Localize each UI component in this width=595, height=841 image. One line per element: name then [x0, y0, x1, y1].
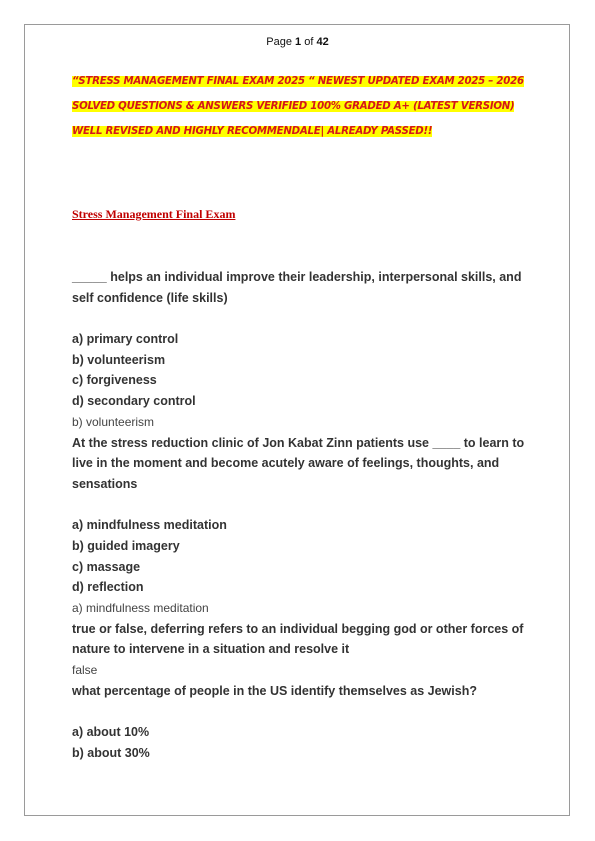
question-1-option-c: c) forgiveness	[72, 373, 157, 388]
question-1-option-d: d) secondary control	[72, 394, 196, 409]
banner-line	[72, 94, 532, 119]
question-3-answer: false	[72, 663, 98, 678]
question-1-option-b: b) volunteerism	[72, 352, 166, 367]
page-sep: of	[301, 36, 317, 48]
page-current: 1	[295, 36, 302, 48]
question-1-option-a: a) primary control	[72, 332, 179, 347]
question-4-option-b: b) about 30%	[72, 745, 150, 760]
spacer	[72, 308, 522, 329]
question-4-option-a: a) about 10%	[72, 725, 150, 740]
question-3-line-1: true or false, deferring refers to an individual begging god or other forces of	[72, 621, 524, 636]
banner-line-1: “STRESS MANAGEMENT FINAL EXAM 2025 “ NEWEST UPDATED EXAM 2025 – 2026	[72, 76, 524, 87]
banner-line-2: SOLVED QUESTIONS & ANSWERS VERIFIED 100% GRADED A+ (LATEST VERSION)	[72, 101, 515, 112]
section-title: Stress Management Final Exam	[72, 207, 236, 221]
question-2-line-2: live in the moment and become acutely aware of feelings, thoughts, and	[72, 456, 500, 471]
question-2-option-d: d) reflection	[72, 580, 144, 595]
question-list	[72, 267, 525, 764]
page-prefix: Page	[266, 36, 296, 48]
question-2-line-1: At the stress reduction clinic of Jon Kabat Zinn patients use ____ to learn to	[72, 435, 525, 450]
question-2-option-a: a) mindfulness meditation	[72, 518, 227, 533]
page-header	[0, 36, 595, 48]
question-2-line-3: sensations	[72, 476, 138, 491]
banner-line-3: WELL REVISED AND HIGHLY RECOMMENDALE| ALREADY PASSED!!	[72, 126, 433, 137]
question-1-answer: b) volunteerism	[72, 414, 155, 429]
banner-line	[72, 119, 532, 144]
question-1-line-2: self confidence (life skills)	[72, 290, 228, 305]
question-1-line-1: _____ helps an individual improve their leadership, interpersonal skills, and	[72, 270, 522, 284]
question-3-line-2: nature to intervene in a situation and resolve it	[72, 642, 350, 657]
question-2-answer: a) mindfulness meditation	[72, 601, 209, 615]
spacer	[72, 701, 522, 722]
question-2-option-b: b) guided imagery	[72, 538, 180, 553]
spacer	[72, 495, 522, 516]
question-2-option-c: c) massage	[72, 559, 141, 574]
title-banner	[72, 69, 532, 144]
page-total: 42	[316, 36, 329, 48]
banner-line	[72, 69, 532, 94]
question-4-line-1: what percentage of people in the US identify themselves as Jewish?	[72, 683, 477, 698]
